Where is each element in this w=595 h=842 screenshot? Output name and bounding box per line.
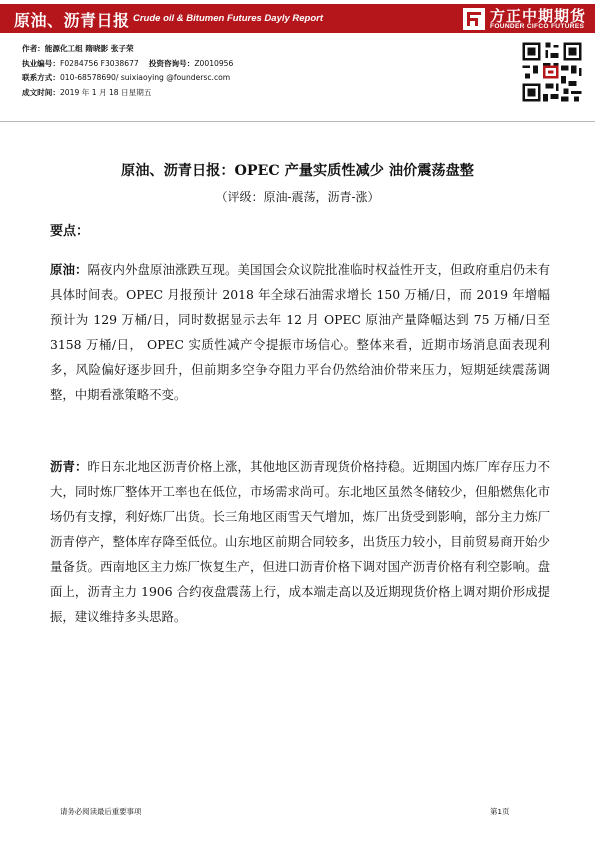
bitumen-text: 昨日东北地区沥青价格上涨，其他地区沥青现货价格持稳。近期国内炼厂库存压力不大，同时炼厂整体开工率也在低位，市场需求尚可。东北地区虽然冬储较少，但船燃焦化市场仍有支撑，利好炼厂出货。长三角地区雨雪天气增加，炼厂出货受到影响，部分主力炼厂沥青停产，整体库存降至低位。山东地区前期合同较多，出货压力较小，目前贸易商开始少量备货。西南地区主力炼厂恢复生产，但进口沥青价格下调对国产沥青价格有利空影响。盘面上，沥青主力 1906 合约夜盘震荡上行，成本端走高以及近期现货价格上调对期价形成提振，建议维持多头思路。 [50, 459, 551, 624]
founder-logo [455, 5, 590, 33]
report-rating: （评级：原油-震荡，沥青-涨） [215, 190, 380, 204]
header-divider [0, 121, 595, 122]
report-series-title-en: Crude oil & Bitumen Futures Dayly Report [133, 13, 324, 24]
meta-date: 成文时间：2019 年 1 月 18 日星期五 [22, 87, 152, 97]
founder-logo-icon [463, 8, 485, 30]
key-points-heading: 要点： [50, 224, 90, 239]
report-meta [22, 42, 233, 100]
brand-name-en: FOUNDER CIFCO FUTURES [490, 23, 585, 30]
crude-oil-lead: 原油： [50, 262, 88, 277]
page-number: 第1页 [490, 807, 510, 816]
report-series-title: 原油、沥青日报 [14, 11, 130, 30]
report-title: 原油、沥青日报：OPEC 产量实质性减少 油价震荡盘整 [121, 163, 474, 179]
footer-disclaimer: 请务必阅读最后重要事项 [60, 807, 142, 816]
meta-authors: 作者：能源化工组 隋晓影 张子荣 [22, 44, 134, 53]
crude-oil-text: 隔夜内外盘原油涨跌互现。美国国会众议院批准临时权益性开支，但政府重启仍未有具体时间表。OPEC 月报预计 2018 年全球石油需求增长 150 万桶/日，而 2019 年增幅预计为 129 万桶/日，同时数据显示去年 12 月 OPEC 原油产量降幅达到 75 万桶/日至 3158 万桶/日， OPEC 实质性减产令提振市场信心。整体来看，近期市场消息面表现利多，风险偏好逐步回升，但前期多空争夺阻力平台仍然给油价带来压力，短期延续震荡调整，中期看涨策略不变。 [50, 262, 551, 402]
meta-contact: 联系方式：010-68578690/ suixiaoying @foundersc.com [22, 73, 231, 82]
qr-code-icon [520, 40, 584, 104]
meta-license: 执业编号：F0284756 F3038677 投资咨询号：Z0010956 [22, 58, 234, 68]
brand-name-cn: 方正中期期货 [490, 7, 587, 25]
report-header [0, 0, 595, 122]
brand-bar [0, 4, 595, 33]
crude-oil-paragraph [50, 257, 550, 407]
bitumen-paragraph [50, 454, 550, 629]
bitumen-lead: 沥青： [50, 459, 88, 474]
